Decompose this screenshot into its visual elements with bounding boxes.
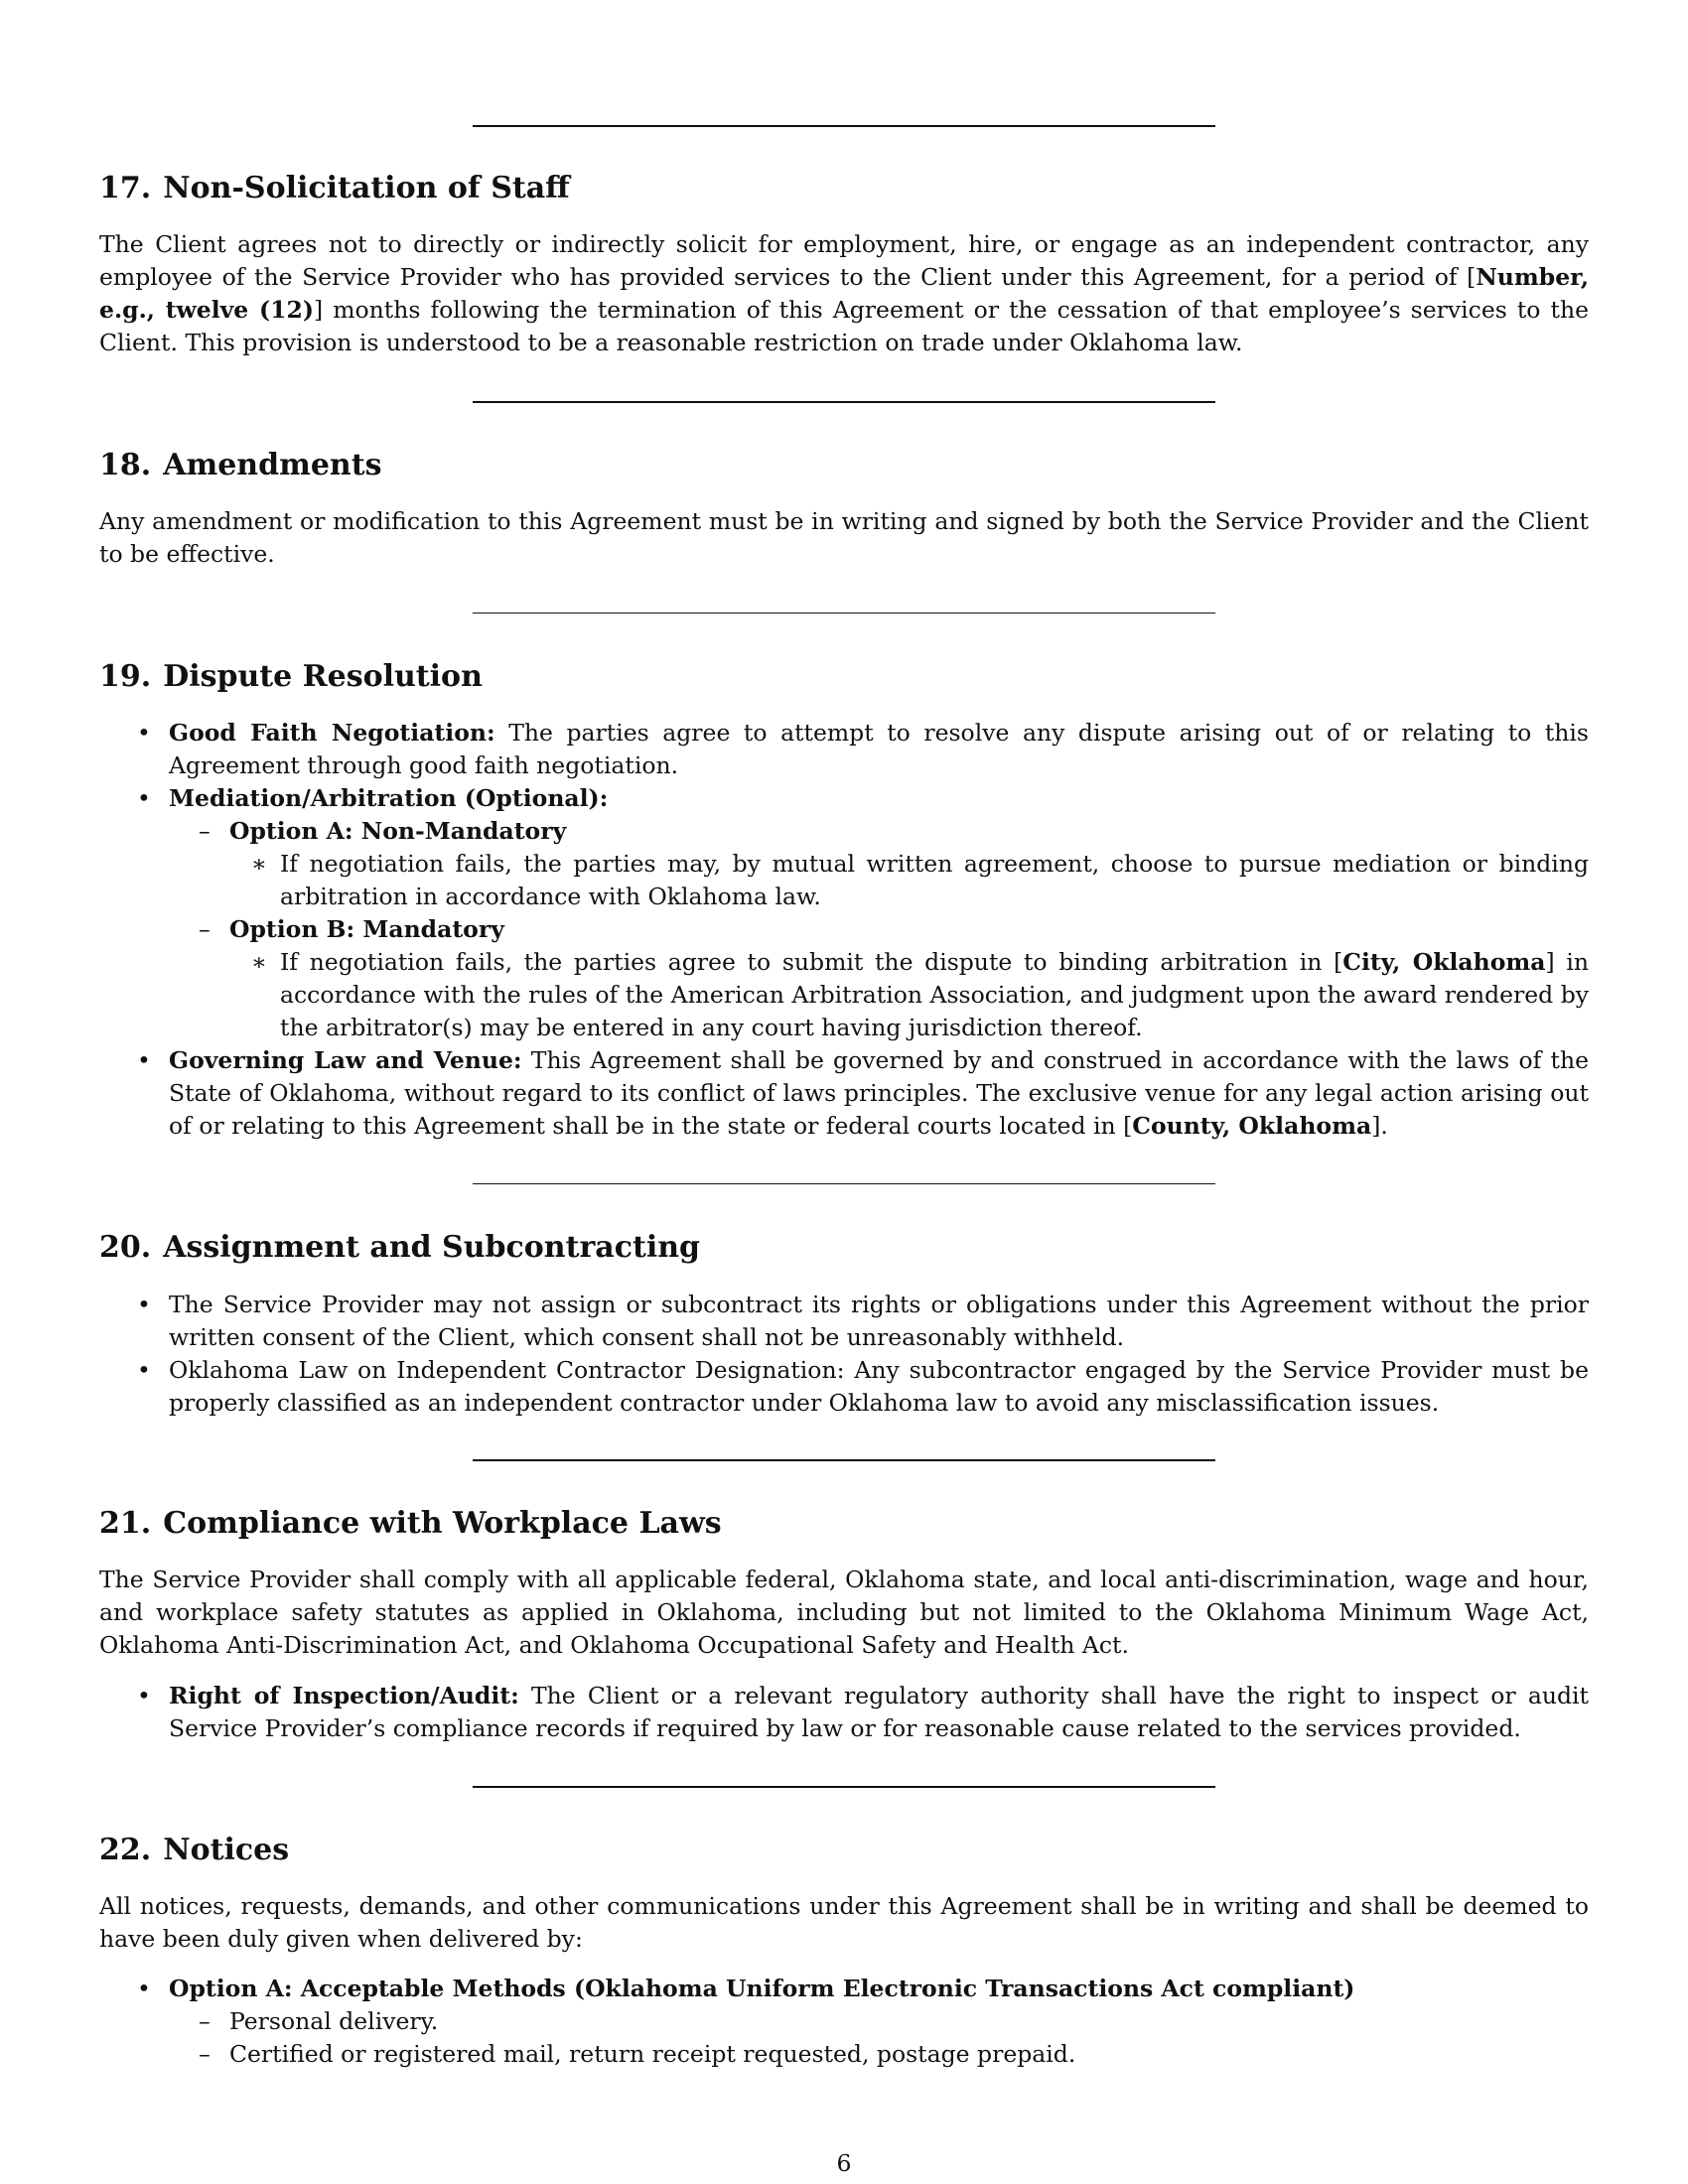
mediation-item: Mediation/Arbitration (Optional): [169,784,609,812]
section-title: Assignment and Subcontracting [163,1230,701,1265]
bullet-icon: • [137,1682,151,1709]
placeholder-city: City, Oklahoma [1342,948,1546,976]
section-title: Non-Solicitation of Staff [163,171,570,205]
section-22-paragraph: All notices, requests, demands, and other communications under this Agreement shall be in writing and shall be deemed to have been duly given when delivered by: [99,1892,1589,1953]
dash-icon: – [199,2007,211,2035]
bullet-icon: • [137,1291,151,1318]
section-number: 21. [99,1506,152,1541]
bullet-icon: • [137,1975,151,2002]
section-17-heading [99,171,570,206]
section-divider [473,1183,1215,1184]
section-number: 19. [99,659,152,694]
option-b-text: If negotiation fails, the parties agree to submit the dispute to binding arbitration in [City, Oklahoma] in accordance with the rules of the American Arbitration Association, and judgment upon the award rendered by the arbitrator(s) may be entered in any court having jurisdiction thereof. [280,948,1590,1041]
section-divider [473,401,1215,403]
notice-method-item: Personal delivery. [229,2007,439,2035]
section-number: 17. [99,171,152,205]
notice-option-a-item: Option A: Acceptable Methods (Oklahoma Uniform Electronic Transactions Act compliant) [169,1975,1355,2002]
bullet-icon: • [137,784,151,812]
section-18-paragraph: Any amendment or modification to this Agreement must be in writing and signed by both the Service Provider and the Client to be effective. [99,507,1589,568]
section-divider [473,1459,1215,1461]
document-page [99,0,1589,2184]
section-title: Dispute Resolution [163,659,483,694]
asterisk-icon: ∗ [251,948,267,976]
section-17-paragraph: The Client agrees not to directly or indirectly solicit for employment, hire, or engage as an independent contractor, any employee of the Service Provider who has provided services to the Client under this Agreement, for a period of [Number, e.g., twelve (12)] months following the termination of this Agreement or the cessation of that employee’s services to the Client. This provision is understood to be a reasonable restriction on trade under Oklahoma law. [99,230,1589,356]
section-divider [473,1786,1215,1788]
option-a-text: If negotiation fails, the parties may, by mutual written agreement, choose to pursue mediation or binding arbitration in accordance with Oklahoma law. [280,850,1589,910]
option-b-item: Option B: Mandatory [229,915,504,943]
section-title: Notices [163,1833,290,1867]
asterisk-icon: ∗ [251,850,267,878]
option-a-item: Option A: Non-Mandatory [229,817,567,845]
bullet-icon: • [137,719,151,747]
section-number: 20. [99,1230,152,1265]
dash-icon: – [199,817,211,845]
section-number: 22. [99,1833,152,1867]
section-21-paragraph: The Service Provider shall comply with all applicable federal, Oklahoma state, and local anti-discrimination, wage and hour, and workplace safety statutes as applied in Oklahoma, including but not limited to the Oklahoma Minimum Wage Act, Oklahoma Anti-Discrimination Act, and Oklahoma Occupational Safety and Health Act. [99,1566,1589,1659]
placeholder-county: County, Oklahoma [1132,1112,1372,1140]
classification-item: Oklahoma Law on Independent Contractor Designation: Any subcontractor engaged by the Service Provider must be properly classified as an independent contractor under Oklahoma law to avoid any misclassification issues. [169,1356,1589,1417]
section-22-heading [99,1833,289,1868]
section-divider [473,125,1215,127]
assignment-item: The Service Provider may not assign or subcontract its rights or obligations under this Agreement without the prior written consent of the Client, which consent shall not be unreasonably withheld. [169,1291,1589,1351]
governing-law-item: Governing Law and Venue: This Agreement shall be governed by and construed in accordance with the laws of the State of Oklahoma, without regard to its conflict of laws principles. The exclusive venue for any legal action arising out of or relating to this Agreement shall be in the state or federal courts located in [County, Oklahoma]. [169,1046,1590,1140]
dash-icon: – [199,2040,211,2068]
bullet-icon: • [137,1356,151,1384]
audit-item: Right of Inspection/Audit: The Client or a relevant regulatory authority shall have the right to inspect or audit Service Provider’s compliance records if required by law or for reasonable cause related to the services provided. [169,1682,1589,1742]
good-faith-item: Good Faith Negotiation: The parties agree to attempt to resolve any dispute arising out of or relating to this Agreement through good faith negotiation. [169,719,1589,779]
section-20-heading [99,1230,700,1266]
section-18-heading [99,448,382,483]
section-number: 18. [99,448,152,482]
section-title: Amendments [163,448,382,482]
notice-method-item: Certified or registered mail, return receipt requested, postage prepaid. [229,2040,1076,2068]
placeholder-number: Number, e.g., twelve (12) [99,263,1589,324]
bullet-icon: • [137,1046,151,1074]
section-title: Compliance with Workplace Laws [163,1506,722,1541]
section-19-heading [99,659,483,695]
page-number: 6 [836,2149,852,2177]
section-divider [473,613,1215,614]
dash-icon: – [199,915,211,943]
section-21-heading [99,1506,722,1542]
